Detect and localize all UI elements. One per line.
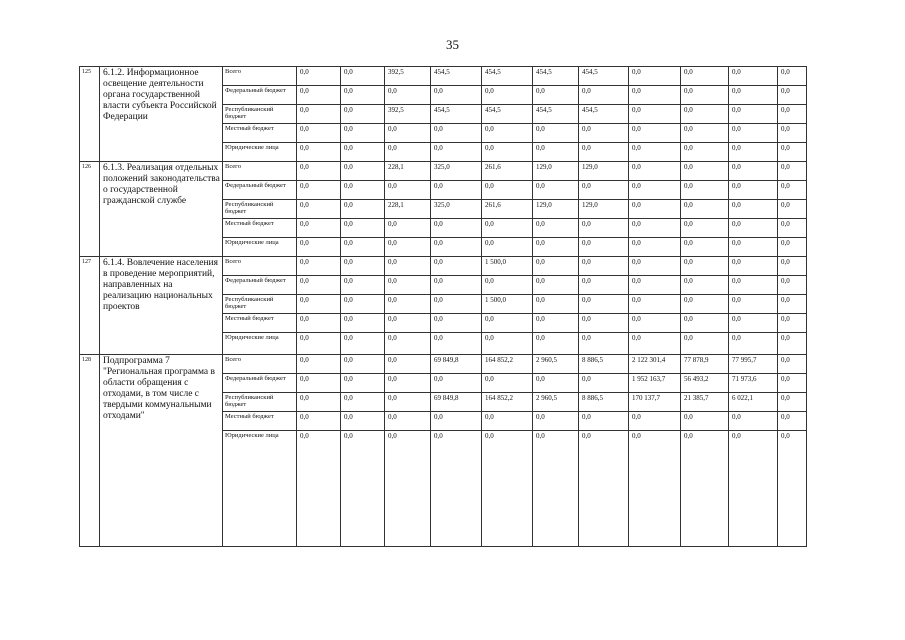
value-cell: 0,0 (431, 412, 482, 431)
value-cell: 0,0 (579, 143, 629, 162)
row-number: 126 (80, 162, 100, 257)
value-cell: 0,0 (533, 257, 579, 276)
value-cell: 454,5 (431, 105, 482, 124)
value-cell: 0,0 (729, 105, 778, 124)
value-cell: 2 960,5 (533, 393, 579, 412)
value-cell: 0,0 (341, 181, 385, 200)
value-cell: 454,5 (482, 67, 533, 86)
value-cell: 8 886,5 (579, 355, 629, 374)
value-cell: 0,0 (297, 162, 341, 181)
value-cell: 0,0 (431, 295, 482, 314)
value-cell: 0,0 (385, 219, 431, 238)
value-cell: 77 995,7 (729, 355, 778, 374)
value-cell: 0,0 (385, 276, 431, 295)
value-cell: 0,0 (579, 295, 629, 314)
value-cell: 0,0 (681, 295, 729, 314)
value-cell: 0,0 (729, 333, 778, 355)
value-cell: 392,5 (385, 105, 431, 124)
value-cell: 0,0 (297, 67, 341, 86)
funding-source: Федеральный бюджет (223, 374, 297, 393)
page-number: 35 (446, 37, 459, 52)
value-cell: 0,0 (385, 143, 431, 162)
value-cell: 0,0 (579, 257, 629, 276)
value-cell: 0,0 (778, 86, 807, 105)
value-cell: 0,0 (385, 374, 431, 393)
funding-source: Республиканский бюджет (223, 393, 297, 412)
value-cell: 0,0 (729, 295, 778, 314)
value-cell: 0,0 (629, 295, 681, 314)
value-cell: 170 137,7 (629, 393, 681, 412)
value-cell: 0,0 (629, 181, 681, 200)
funding-source: Всего (223, 67, 297, 86)
value-cell: 0,0 (681, 86, 729, 105)
value-cell: 0,0 (729, 200, 778, 219)
value-cell: 0,0 (341, 162, 385, 181)
value-cell: 0,0 (579, 431, 629, 547)
value-cell: 0,0 (729, 314, 778, 333)
funding-source: Местный бюджет (223, 219, 297, 238)
value-cell: 0,0 (629, 314, 681, 333)
value-cell: 0,0 (778, 219, 807, 238)
value-cell: 0,0 (482, 238, 533, 257)
value-cell: 0,0 (341, 393, 385, 412)
value-cell: 0,0 (629, 431, 681, 547)
value-cell: 0,0 (297, 374, 341, 393)
program-name: 6.1.3. Реализация отдельных положений законодательства о государственной гражданской службе (100, 162, 223, 257)
value-cell: 0,0 (297, 295, 341, 314)
value-cell: 0,0 (482, 314, 533, 333)
value-cell: 0,0 (482, 143, 533, 162)
value-cell: 0,0 (341, 295, 385, 314)
value-cell: 261,6 (482, 200, 533, 219)
funding-source: Республиканский бюджет (223, 295, 297, 314)
value-cell: 0,0 (729, 181, 778, 200)
value-cell: 0,0 (385, 431, 431, 547)
value-cell: 0,0 (629, 412, 681, 431)
value-cell: 0,0 (297, 355, 341, 374)
value-cell: 0,0 (533, 431, 579, 547)
value-cell: 0,0 (681, 181, 729, 200)
value-cell: 0,0 (297, 105, 341, 124)
value-cell: 0,0 (629, 200, 681, 219)
value-cell: 228,1 (385, 200, 431, 219)
value-cell: 0,0 (681, 124, 729, 143)
value-cell: 129,0 (533, 200, 579, 219)
value-cell: 0,0 (431, 238, 482, 257)
value-cell: 0,0 (778, 276, 807, 295)
value-cell: 0,0 (533, 143, 579, 162)
value-cell: 0,0 (341, 412, 385, 431)
value-cell: 0,0 (778, 431, 807, 547)
table-row (80, 67, 807, 86)
value-cell: 0,0 (385, 124, 431, 143)
value-cell: 0,0 (385, 355, 431, 374)
value-cell: 0,0 (778, 333, 807, 355)
value-cell: 8 886,5 (579, 393, 629, 412)
value-cell: 0,0 (431, 124, 482, 143)
value-cell: 0,0 (482, 374, 533, 393)
value-cell: 0,0 (778, 314, 807, 333)
funding-source: Всего (223, 355, 297, 374)
value-cell: 0,0 (629, 276, 681, 295)
value-cell: 0,0 (681, 276, 729, 295)
value-cell: 454,5 (579, 105, 629, 124)
value-cell: 69 849,8 (431, 355, 482, 374)
value-cell: 1 500,0 (482, 257, 533, 276)
value-cell: 56 493,2 (681, 374, 729, 393)
value-cell: 0,0 (297, 393, 341, 412)
value-cell: 0,0 (297, 257, 341, 276)
funding-source: Местный бюджет (223, 314, 297, 333)
table-row (80, 162, 807, 181)
table-body (80, 67, 807, 547)
value-cell: 0,0 (729, 219, 778, 238)
table-row (80, 257, 807, 276)
value-cell: 129,0 (579, 200, 629, 219)
value-cell: 0,0 (778, 257, 807, 276)
value-cell: 0,0 (729, 257, 778, 276)
budget-table (79, 66, 807, 547)
value-cell: 0,0 (341, 276, 385, 295)
value-cell: 0,0 (297, 181, 341, 200)
value-cell: 0,0 (681, 238, 729, 257)
value-cell: 454,5 (533, 105, 579, 124)
value-cell: 0,0 (385, 412, 431, 431)
value-cell: 2 960,5 (533, 355, 579, 374)
value-cell: 0,0 (341, 105, 385, 124)
value-cell: 0,0 (729, 431, 778, 547)
value-cell: 325,0 (431, 162, 482, 181)
value-cell: 0,0 (341, 314, 385, 333)
value-cell: 2 122 301,4 (629, 355, 681, 374)
program-name: Подпрограмма 7 "Региональная программа в области обращения с отходами, в том числе с твердыми коммунальными отходами" (100, 355, 223, 547)
value-cell: 0,0 (729, 412, 778, 431)
value-cell: 0,0 (579, 238, 629, 257)
value-cell: 0,0 (579, 276, 629, 295)
program-name: 6.1.2. Информационное освещение деятельности органа государственной власти субъекта Российской Федерации (100, 67, 223, 162)
value-cell: 0,0 (629, 86, 681, 105)
value-cell: 0,0 (482, 86, 533, 105)
value-cell: 0,0 (729, 162, 778, 181)
value-cell: 454,5 (431, 67, 482, 86)
value-cell: 0,0 (482, 124, 533, 143)
value-cell: 0,0 (533, 412, 579, 431)
value-cell: 0,0 (341, 124, 385, 143)
value-cell: 71 973,6 (729, 374, 778, 393)
value-cell: 0,0 (778, 295, 807, 314)
value-cell: 0,0 (385, 314, 431, 333)
value-cell: 0,0 (385, 257, 431, 276)
row-number: 125 (80, 67, 100, 162)
value-cell: 0,0 (681, 162, 729, 181)
value-cell: 0,0 (681, 143, 729, 162)
value-cell: 0,0 (681, 333, 729, 355)
value-cell: 0,0 (297, 412, 341, 431)
value-cell: 0,0 (341, 355, 385, 374)
value-cell: 0,0 (431, 276, 482, 295)
value-cell: 0,0 (778, 124, 807, 143)
value-cell: 0,0 (385, 393, 431, 412)
funding-source: Местный бюджет (223, 412, 297, 431)
value-cell: 0,0 (297, 333, 341, 355)
value-cell: 0,0 (681, 431, 729, 547)
value-cell: 1 500,0 (482, 295, 533, 314)
funding-source: Всего (223, 162, 297, 181)
value-cell: 164 852,2 (482, 393, 533, 412)
value-cell: 0,0 (297, 431, 341, 547)
value-cell: 0,0 (729, 67, 778, 86)
value-cell: 0,0 (482, 431, 533, 547)
value-cell: 0,0 (629, 67, 681, 86)
value-cell: 0,0 (778, 143, 807, 162)
value-cell: 69 849,8 (431, 393, 482, 412)
value-cell: 0,0 (385, 333, 431, 355)
value-cell: 0,0 (729, 276, 778, 295)
value-cell: 0,0 (681, 314, 729, 333)
value-cell: 0,0 (579, 124, 629, 143)
value-cell: 0,0 (385, 295, 431, 314)
value-cell: 0,0 (297, 238, 341, 257)
value-cell: 0,0 (431, 374, 482, 393)
value-cell: 0,0 (729, 124, 778, 143)
value-cell: 0,0 (385, 86, 431, 105)
value-cell: 0,0 (341, 86, 385, 105)
value-cell: 0,0 (778, 393, 807, 412)
value-cell: 0,0 (533, 374, 579, 393)
value-cell: 0,0 (778, 238, 807, 257)
value-cell: 21 385,7 (681, 393, 729, 412)
value-cell: 0,0 (297, 276, 341, 295)
value-cell: 77 878,9 (681, 355, 729, 374)
funding-source: Федеральный бюджет (223, 276, 297, 295)
value-cell: 0,0 (579, 86, 629, 105)
value-cell: 0,0 (778, 374, 807, 393)
value-cell: 0,0 (431, 257, 482, 276)
value-cell: 392,5 (385, 67, 431, 86)
value-cell: 261,6 (482, 162, 533, 181)
value-cell: 0,0 (533, 333, 579, 355)
value-cell: 0,0 (533, 314, 579, 333)
value-cell: 0,0 (729, 238, 778, 257)
funding-source: Юридические лица (223, 431, 297, 547)
value-cell: 6 022,1 (729, 393, 778, 412)
value-cell: 0,0 (579, 333, 629, 355)
value-cell: 0,0 (778, 200, 807, 219)
value-cell: 0,0 (431, 431, 482, 547)
value-cell: 0,0 (778, 412, 807, 431)
value-cell: 0,0 (533, 276, 579, 295)
value-cell: 0,0 (431, 86, 482, 105)
program-name: 6.1.4. Вовлечение населения в проведение мероприятий, направленных на реализацию национальных проектов (100, 257, 223, 355)
value-cell: 228,1 (385, 162, 431, 181)
value-cell: 0,0 (579, 314, 629, 333)
value-cell: 0,0 (297, 219, 341, 238)
value-cell: 0,0 (778, 355, 807, 374)
value-cell: 0,0 (297, 124, 341, 143)
value-cell: 0,0 (482, 219, 533, 238)
value-cell: 0,0 (629, 238, 681, 257)
funding-source: Всего (223, 257, 297, 276)
value-cell: 0,0 (681, 200, 729, 219)
funding-source: Республиканский бюджет (223, 200, 297, 219)
value-cell: 0,0 (629, 124, 681, 143)
value-cell: 0,0 (341, 257, 385, 276)
value-cell: 0,0 (533, 181, 579, 200)
value-cell: 454,5 (533, 67, 579, 86)
value-cell: 0,0 (681, 412, 729, 431)
value-cell: 0,0 (778, 162, 807, 181)
value-cell: 0,0 (629, 333, 681, 355)
value-cell: 0,0 (297, 86, 341, 105)
row-number: 128 (80, 355, 100, 547)
value-cell: 454,5 (482, 105, 533, 124)
value-cell: 0,0 (629, 219, 681, 238)
value-cell: 454,5 (579, 67, 629, 86)
value-cell: 0,0 (431, 219, 482, 238)
value-cell: 0,0 (385, 181, 431, 200)
value-cell: 129,0 (533, 162, 579, 181)
value-cell: 1 952 163,7 (629, 374, 681, 393)
value-cell: 0,0 (681, 105, 729, 124)
value-cell: 0,0 (385, 238, 431, 257)
value-cell: 0,0 (431, 143, 482, 162)
value-cell: 0,0 (533, 219, 579, 238)
value-cell: 0,0 (629, 105, 681, 124)
value-cell: 0,0 (482, 412, 533, 431)
value-cell: 0,0 (533, 124, 579, 143)
value-cell: 0,0 (297, 314, 341, 333)
value-cell: 0,0 (778, 67, 807, 86)
funding-source: Республиканский бюджет (223, 105, 297, 124)
value-cell: 0,0 (629, 257, 681, 276)
value-cell: 0,0 (579, 412, 629, 431)
table-row (80, 355, 807, 374)
funding-source: Федеральный бюджет (223, 86, 297, 105)
value-cell: 0,0 (533, 238, 579, 257)
value-cell: 0,0 (431, 181, 482, 200)
value-cell: 0,0 (431, 333, 482, 355)
value-cell: 0,0 (341, 67, 385, 86)
value-cell: 0,0 (297, 143, 341, 162)
value-cell: 0,0 (533, 295, 579, 314)
value-cell: 129,0 (579, 162, 629, 181)
value-cell: 0,0 (778, 181, 807, 200)
funding-source: Юридические лица (223, 333, 297, 355)
value-cell: 0,0 (729, 86, 778, 105)
value-cell: 0,0 (341, 143, 385, 162)
value-cell: 0,0 (579, 219, 629, 238)
value-cell: 0,0 (297, 200, 341, 219)
funding-source: Федеральный бюджет (223, 181, 297, 200)
value-cell: 0,0 (482, 333, 533, 355)
value-cell: 0,0 (482, 181, 533, 200)
value-cell: 0,0 (681, 67, 729, 86)
funding-source: Юридические лица (223, 238, 297, 257)
value-cell: 0,0 (778, 105, 807, 124)
value-cell: 0,0 (341, 374, 385, 393)
value-cell: 0,0 (579, 181, 629, 200)
value-cell: 0,0 (629, 162, 681, 181)
value-cell: 0,0 (629, 143, 681, 162)
value-cell: 0,0 (681, 257, 729, 276)
funding-source: Юридические лица (223, 143, 297, 162)
value-cell: 325,0 (431, 200, 482, 219)
value-cell: 0,0 (341, 431, 385, 547)
value-cell: 164 852,2 (482, 355, 533, 374)
value-cell: 0,0 (341, 333, 385, 355)
value-cell: 0,0 (681, 219, 729, 238)
value-cell: 0,0 (482, 276, 533, 295)
value-cell: 0,0 (729, 143, 778, 162)
funding-source: Местный бюджет (223, 124, 297, 143)
value-cell: 0,0 (341, 219, 385, 238)
value-cell: 0,0 (533, 86, 579, 105)
value-cell: 0,0 (579, 374, 629, 393)
row-number: 127 (80, 257, 100, 355)
value-cell: 0,0 (341, 200, 385, 219)
value-cell: 0,0 (341, 238, 385, 257)
value-cell: 0,0 (431, 314, 482, 333)
